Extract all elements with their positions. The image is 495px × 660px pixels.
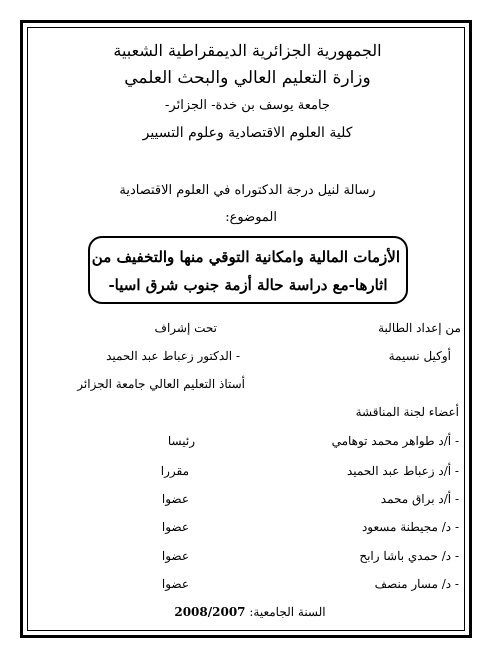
- university-name: جامعة يوسف بن خدة- الجزائر-: [165, 98, 330, 113]
- academic-year: [150, 606, 350, 618]
- ministry-name: وزارة التعليم العالي والبحث العلمي: [124, 68, 371, 88]
- thesis-title-line2: اثارها-مع دراسة حالة أزمة جنوب شرق اسيا-: [108, 276, 388, 294]
- committee-member-name: - د/ مسار منصف: [374, 577, 459, 591]
- thesis-title-line1: الأزمات المالية وامكانية التوقي منها والتخفيف من: [91, 248, 400, 266]
- subject-label: الموضوع:: [225, 210, 277, 225]
- committee-member-role: مقررا: [160, 464, 189, 478]
- committee-member-role: عضوا: [161, 577, 189, 591]
- committee-member-role: عضوا: [161, 492, 189, 506]
- student-name: أوكيل نسيمة: [388, 349, 451, 363]
- committee-member-name: - أ/د براق محمد: [380, 492, 459, 506]
- committee-member-role: عضوا: [161, 520, 189, 534]
- committee-member-name: - أ/د زعباط عبد الحميد: [346, 464, 459, 478]
- academic-year-label: السنة الجامعية:: [249, 605, 326, 619]
- academic-year-value: 2008/2007: [174, 605, 246, 619]
- student-label: من إعداد الطالبة: [378, 321, 461, 335]
- supervisor-title: أستاذ التعليم العالي جامعة الجزائر: [77, 377, 245, 391]
- degree-statement: رسالة لنيل درجة الدكتوراه في العلوم الاقتصادية: [119, 183, 376, 198]
- committee-member-role: عضوا: [161, 549, 189, 563]
- republic-name: الجمهورية الجزائرية الديمقراطية الشعبية: [113, 41, 382, 60]
- faculty-name: كلية العلوم الاقتصادية وعلوم التسيير: [142, 125, 353, 141]
- committee-member-role: رئيسا: [167, 434, 195, 448]
- committee-member-name: - د/ حمدي باشا رابح: [359, 549, 459, 563]
- committee-heading: أعضاء لجنة المناقشة: [355, 405, 459, 419]
- committee-member-name: - أ/د طواهر محمد توهامي: [331, 434, 459, 448]
- supervision-label: تحت إشراف: [154, 321, 217, 335]
- committee-member-name: - د/ مجيطنة مسعود: [361, 520, 459, 534]
- supervisor-name: - الدكتور زعباط عبد الحميد: [106, 349, 240, 363]
